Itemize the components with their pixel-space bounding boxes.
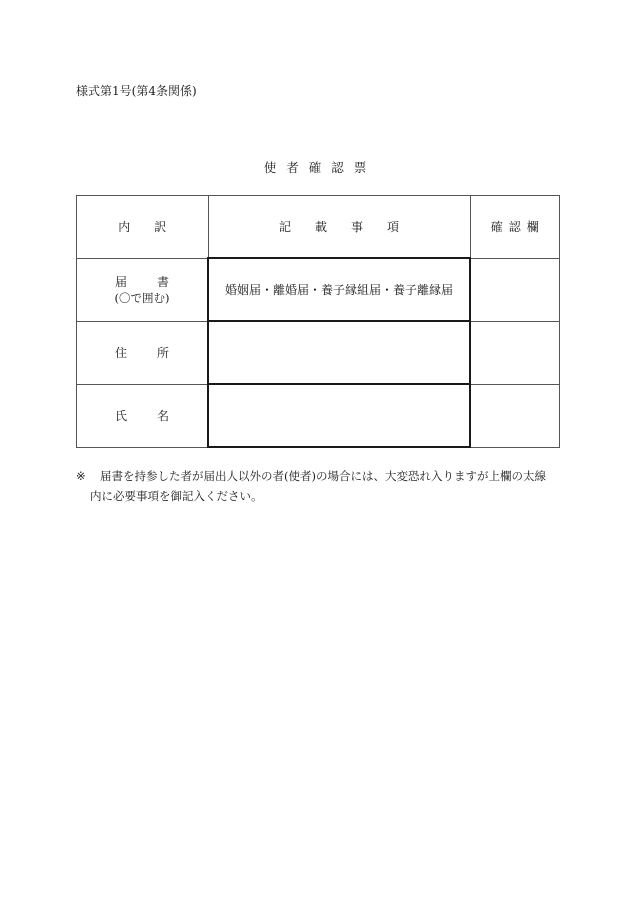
row-label-address (77, 321, 209, 384)
confirmation-table (76, 195, 560, 448)
address-check-cell (470, 321, 560, 384)
address-field[interactable] (208, 321, 470, 384)
footnote (76, 466, 556, 506)
table-row-document (77, 258, 560, 321)
address-label: 住所 (114, 345, 199, 360)
document-label: 届書 (114, 274, 199, 289)
name-field[interactable] (208, 384, 470, 447)
column-header-breakdown: 内訳 (77, 196, 209, 259)
table-header-row (77, 196, 560, 259)
document-sublabel: (〇で囲む) (114, 290, 170, 305)
document-type-field[interactable]: 婚姻届・離婚届・養子縁組届・養子離縁届 (208, 258, 470, 321)
form-number: 様式第1号(第4条関係) (76, 84, 197, 98)
row-label-name (77, 384, 209, 447)
table-row-address (77, 321, 560, 384)
document-check-cell (470, 258, 560, 321)
note-mark: ※ (76, 469, 86, 483)
row-label-document (77, 258, 209, 321)
name-check-cell (470, 384, 560, 447)
document-title: 使者確認票 (263, 160, 377, 175)
name-label: 氏名 (114, 408, 199, 423)
column-header-check: 確認欄 (470, 196, 560, 259)
note-text: 届書を持参した者が届出人以外の者(使者)の場合には、大変恐れ入りますが上欄の太線内に必要事項を御記入ください。 (90, 469, 546, 503)
column-header-entries: 記載事項 (208, 196, 470, 259)
table-row-name (77, 384, 560, 447)
